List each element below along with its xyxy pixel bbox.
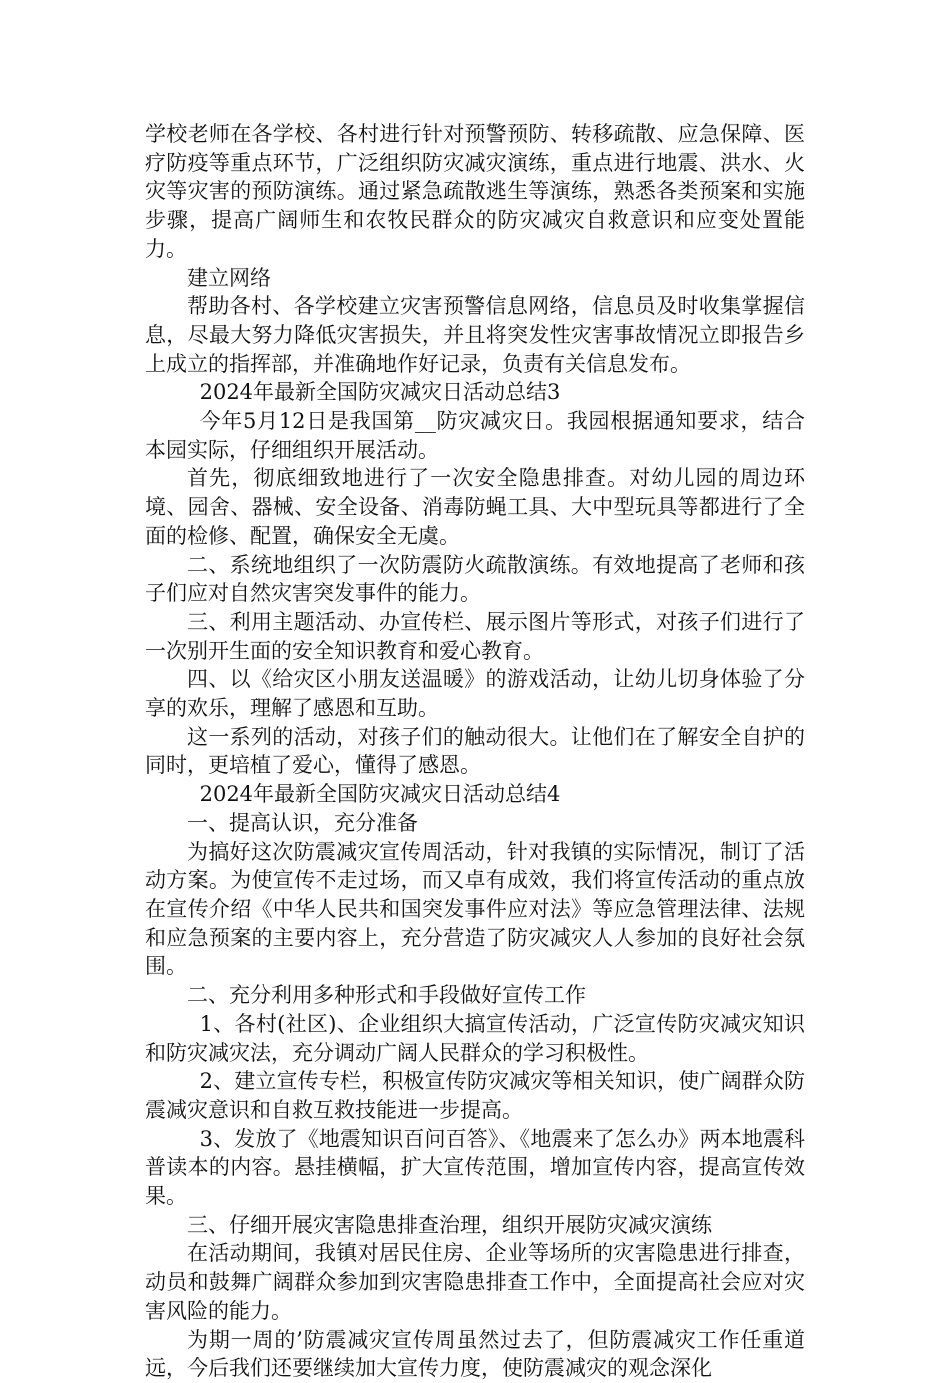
section-title-summary-3: 2024年最新全国防灾减灾日活动总结3	[199, 380, 561, 405]
paragraph-drill-continuation: 学校老师在各学校、各村进行针对预警预防、转移疏散、应急保障、医疗防疫等重点环节，广泛组织防灾减灾演练，重点进行地震、洪水、火灾等灾害的预防演练。通过紧急疏散逃生等演练，熟悉各类预案和实施步骤，提高广阔师生和农牧民群众的防灾减灾自救意识和应变处置能力。	[145, 122, 805, 261]
paragraph-item-1: 1、各村(社区)、企业组织大搞宣传活动，广泛宣传防灾减灾知识和防灾减灾法，充分调动广阔人民群众的学习积极性。	[145, 1011, 805, 1065]
paragraph-may-12-intro: 今年5月12日是我国第__防灾减灾日。我园根据通知要求，结合本园实际，仔细组织开展活动。	[145, 409, 805, 462]
paragraph-warning-network: 帮助各村、各学校建立灾害预警信息网络，信息员及时收集掌握信息，尽最大努力降低灾害损失，并且将突发性灾害事故情况立即报告乡上成立的指挥部，并准确地作好记录，负责有关信息发布。	[145, 294, 805, 376]
heading-raise-awareness: 一、提高认识，充分准备	[187, 810, 418, 835]
heading-build-network: 建立网络	[187, 265, 271, 290]
paragraph-series-impact: 这一系列的活动，对孩子们的触动很大。让他们在了解安全自护的同时，更培植了爱心，懂得了感恩。	[145, 724, 805, 778]
paragraph-week-conclusion: 为期一周的’防震减灾宣传周虽然过去了，但防震减灾工作任重道远，今后我们还要继续加大宣传力度，使防震减灾的观念深化	[145, 1327, 805, 1381]
paragraph-activity-period: 在活动期间，我镇对居民住房、企业等场所的灾害隐患进行排查，动员和鼓舞广阔群众参加到灾害隐患排查工作中，全面提高社会应对灾害风险的能力。	[145, 1241, 805, 1323]
paragraph-item-3: 3、发放了《地震知识百问百答》、《地震来了怎么办》两本地震科普读本的内容。悬挂横幅，扩大宣传范围，增加宣传内容，提高宣传效果。	[145, 1126, 805, 1209]
paragraph-campaign-plan: 为搞好这次防震减灾宣传周活动，针对我镇的实际情况，制订了活动方案。为使宣传不走过场，而又卓有成效，我们将宣传活动的重点放在宣传介绍《中华人民共和国突发事件应对法》等应急管理法律、法规和应急预案的主要内容上，充分营造了防灾减灾人人参加的良好社会氛围。	[145, 839, 805, 979]
paragraph-evacuation-drill: 二、系统地组织了一次防震防火疏散演练。有效地提高了老师和孩子们应对自然灾害突发事件的能力。	[145, 552, 805, 606]
heading-hazard-governance: 三、仔细开展灾害隐患排查治理，组织开展防灾减灾演练	[187, 1212, 712, 1237]
document-body	[145, 120, 805, 1383]
section-title-summary-4: 2024年最新全国防灾减灾日活动总结4	[199, 782, 561, 807]
paragraph-hazard-inspection: 首先，彻底细致地进行了一次安全隐患排查。对幼儿园的周边环境、园舍、器械、安全设备、消毒防蝇工具、大中型玩具等都进行了全面的检修、配置，确保安全无虞。	[145, 466, 805, 548]
paragraph-theme-activities: 三、利用主题活动、办宣传栏、展示图片等形式，对孩子们进行了一次别开生面的安全知识教育和爱心教育。	[145, 609, 805, 663]
paragraph-warmth-game: 四、以《给灾区小朋友送温暖》的游戏活动，让幼儿切身体验了分享的欢乐，理解了感恩和互助。	[145, 667, 805, 721]
paragraph-item-2: 2、建立宣传专栏，积极宣传防灾减灾等相关知识，使广阔群众防震减灾意识和自救互救技能进一步提高。	[145, 1069, 805, 1122]
heading-publicity-forms: 二、充分利用多种形式和手段做好宣传工作	[187, 983, 586, 1008]
